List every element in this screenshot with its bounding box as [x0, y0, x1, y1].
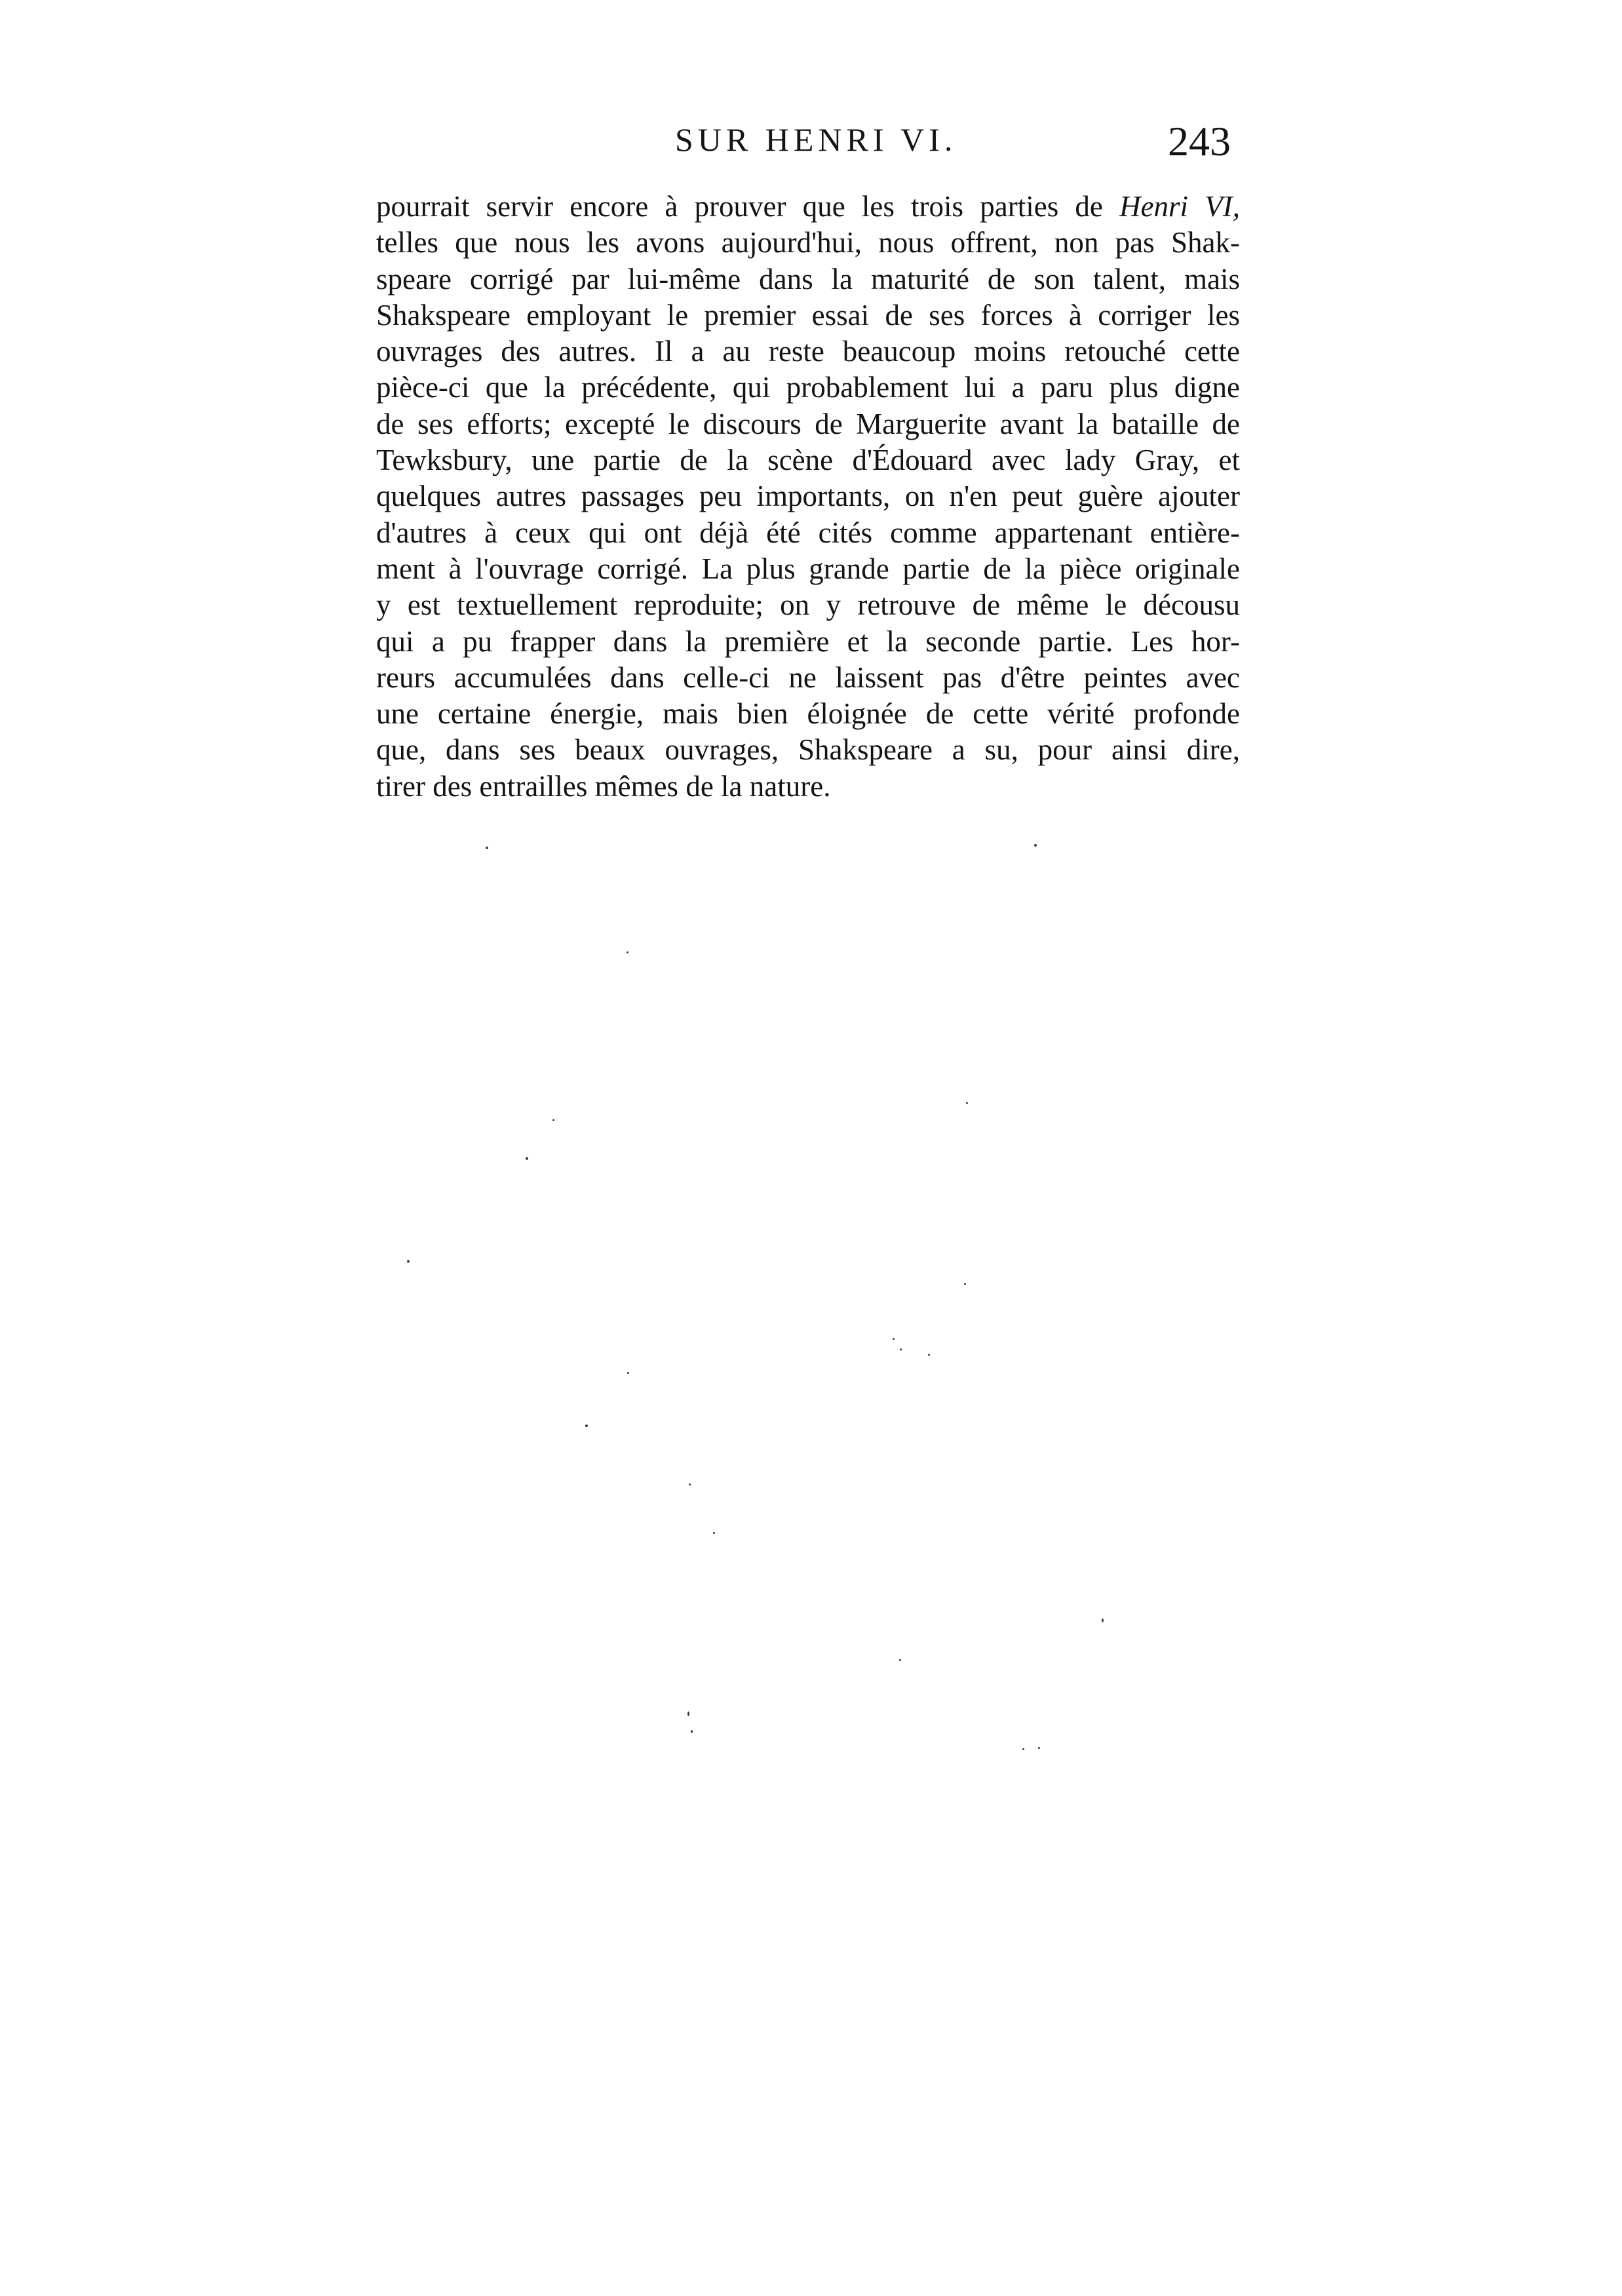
text-line: ouvrages des autres. Il a au reste beaucoup moins retouché cette: [376, 335, 1240, 368]
text-line: quelques autres passages peu importants, on n'en peut guère ajouter: [376, 480, 1240, 513]
speck: [713, 1532, 715, 1534]
speck: [552, 1119, 554, 1121]
page-number: 243: [1168, 118, 1231, 164]
speck: [691, 1730, 693, 1733]
speck: [900, 1349, 902, 1350]
text-line: qui a pu frapper dans la première et la seconde partie. Les hor-: [376, 624, 1240, 658]
text-line: ment à l'ouvrage corrigé. La plus grande partie de la pièce originale: [376, 552, 1240, 585]
speck: [526, 1157, 528, 1160]
text-line: reurs accumulées dans celle-ci ne laissent pas d'être peintes avec: [376, 660, 1240, 694]
speck: [627, 1372, 629, 1374]
speck: [966, 1102, 968, 1104]
italic-title: Henri VI,: [1119, 190, 1240, 223]
text-line: d'autres à ceux qui ont déjà été cités comme appartenant entière-: [376, 516, 1240, 549]
text-line: pourrait servir encore à prouver que les trois parties de Henri VI,: [376, 190, 1240, 223]
text-line: Shakspeare employant le premier essai de ses forces à corriger les: [376, 298, 1240, 332]
speck: [964, 1283, 966, 1285]
text-line: que, dans ses beaux ouvrages, Shakspeare a su, pour ainsi dire,: [376, 733, 1240, 767]
speck: [627, 951, 628, 953]
speck: [689, 1483, 691, 1485]
speck: [407, 1260, 410, 1263]
speck: [585, 1425, 588, 1427]
speck: [486, 847, 488, 849]
body-text: [376, 189, 1240, 805]
speck: [1102, 1618, 1104, 1622]
speck: [893, 1338, 895, 1340]
speck: [1034, 844, 1037, 847]
text-line-last: tirer des entrailles mêmes de la nature.: [376, 769, 831, 803]
text-line: speare corrigé par lui-même dans la maturité de son talent, mais: [376, 262, 1240, 296]
speck: [687, 1712, 689, 1716]
speck: [899, 1659, 901, 1661]
running-head: SUR HENRI VI.: [675, 121, 957, 158]
speck: [1038, 1747, 1040, 1749]
text-line: y est textuellement reproduite; on y retrouve de même le décousu: [376, 588, 1240, 622]
text-line: Tewksbury, une partie de la scène d'Édouard avec lady Gray, et: [376, 444, 1240, 477]
text-line: de ses efforts; excepté le discours de Marguerite avant la bataille de: [376, 407, 1240, 440]
text-line: une certaine énergie, mais bien éloignée de cette vérité profonde: [376, 697, 1240, 731]
speck: [1022, 1748, 1024, 1750]
text-line: pièce-ci que la précédente, qui probablement lui a paru plus digne: [376, 371, 1240, 404]
speck: [928, 1354, 930, 1356]
text-line: telles que nous les avons aujourd'hui, nous offrent, non pas Shak-: [376, 226, 1240, 259]
